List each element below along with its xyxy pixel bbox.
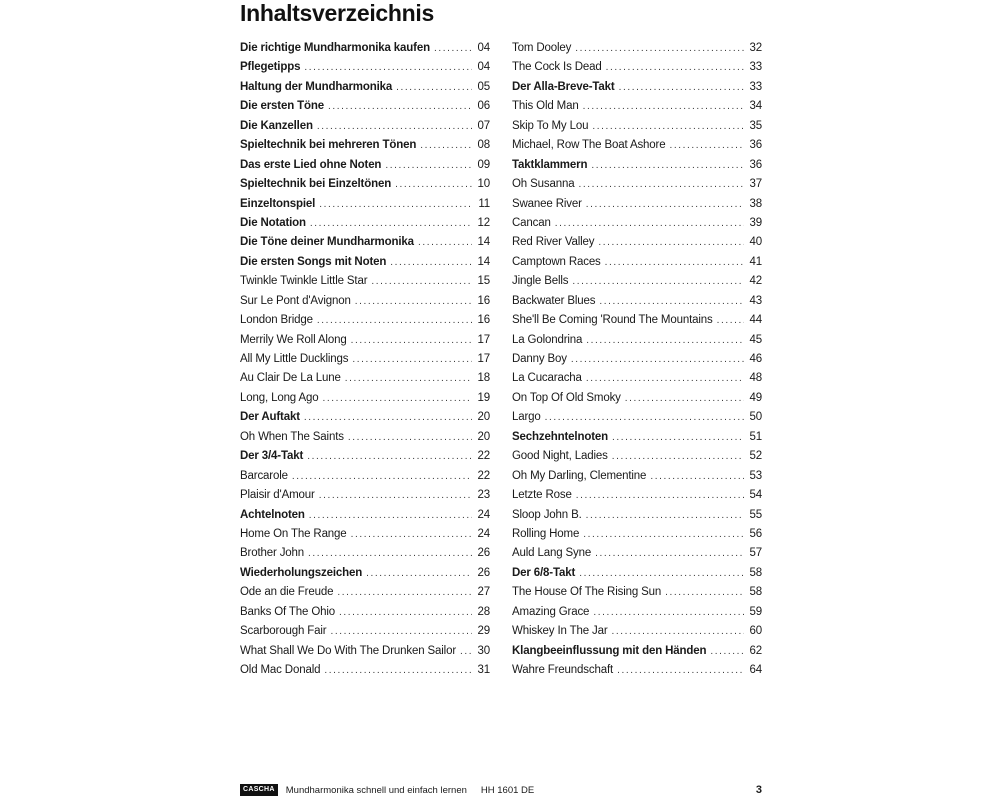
toc-song-entry [512,606,762,625]
toc-entry-page: 45 [749,333,762,346]
toc-entry-page: 42 [749,275,762,288]
toc-dot-leader [307,451,472,462]
toc-song-entry [512,528,762,547]
toc-entry-page: 34 [749,100,762,113]
toc-entry-title: La Golondrina [512,333,583,346]
toc-entry-title: London Bridge [240,314,313,327]
toc-song-entry [512,100,762,119]
toc-entry-page: 15 [477,275,490,288]
toc-dot-leader [625,393,744,404]
toc-entry-title: What Shall We Do With The Drunken Sailor [240,644,456,657]
toc-entry-page: 43 [749,294,762,307]
toc-dot-leader [617,665,744,676]
toc-entry-page: 33 [749,61,762,74]
toc-entry-page: 27 [477,586,490,599]
toc-section-entry [512,431,762,450]
toc-song-entry [240,664,490,683]
toc-entry-title: Oh When The Saints [240,430,344,443]
toc-dot-leader [390,257,472,268]
toc-entry-title: Die Kanzellen [240,119,313,132]
toc-entry-title: Sloop John B. [512,508,582,521]
toc-entry-page: 20 [477,411,490,424]
toc-dot-leader [355,296,472,307]
footer-product-code: HH 1601 DE [480,784,535,796]
toc-dot-leader [579,568,744,579]
toc-entry-title: Ode an die Freude [240,586,334,599]
toc-entry-title: Auld Lang Syne [512,547,592,560]
toc-section-entry [240,509,490,528]
toc-entry-title: Der 6/8-Takt [512,566,576,579]
toc-entry-title: Camptown Races [512,255,601,268]
toc-song-entry [512,295,762,314]
toc-dot-leader [578,179,744,190]
toc-entry-page: 53 [749,469,762,482]
toc-entry-title: Brother John [240,547,305,560]
toc-dot-leader [650,471,744,482]
toc-section-entry [240,256,490,275]
toc-entry-title: Au Clair De La Lune [240,372,341,385]
toc-song-entry [240,470,490,489]
toc-entry-page: 23 [477,489,490,502]
toc-song-entry [240,392,490,411]
toc-dot-leader [586,373,744,384]
toc-dot-leader [583,101,744,112]
toc-entry-title: Old Mac Donald [240,664,321,676]
toc-song-entry [240,295,490,314]
toc-song-entry [512,334,762,353]
toc-entry-title: Merrily We Roll Along [240,333,347,346]
toc-song-entry [512,625,762,644]
toc-entry-page: 17 [477,333,490,346]
toc-entry-page: 56 [749,527,762,540]
toc-entry-title: Die Töne deiner Mundharmonika [240,236,414,249]
toc-dot-leader [324,665,472,676]
toc-entry-title: Barcarole [240,469,288,482]
toc-entry-page: 32 [749,42,762,54]
toc-entry-page: 30 [477,644,490,657]
toc-entry-title: Banks Of The Ohio [240,605,336,618]
toc-entry-page: 59 [749,605,762,618]
toc-song-entry [512,198,762,217]
toc-entry-page: 16 [477,314,490,327]
toc-entry-page: 22 [477,469,490,482]
toc-section-entry [240,236,490,255]
toc-entry-page: 49 [749,391,762,404]
toc-entry-page: 46 [749,353,762,365]
toc-dot-leader [583,529,744,540]
toc-section-entry [240,61,490,80]
toc-song-entry [512,411,762,430]
toc-entry-page: 17 [477,353,490,365]
toc-song-entry [240,353,490,372]
toc-dot-leader [310,218,472,229]
toc-dot-leader [322,393,472,404]
toc-entry-title: Whiskey In The Jar [512,625,608,638]
toc-song-entry [512,664,762,683]
toc-song-entry [240,372,490,391]
toc-entry-page: 60 [749,625,762,638]
toc-entry-page: 54 [749,489,762,502]
toc-entry-title: Oh Susanna [512,178,575,191]
toc-dot-leader [460,646,472,657]
toc-entry-title: Cancan [512,216,551,229]
toc-entry-title: Long, Long Ago [240,391,319,404]
toc-dot-leader [545,412,744,423]
toc-entry-title: Michael, Row The Boat Ashore [512,139,666,152]
toc-entry-page: 07 [477,119,490,132]
toc-song-entry [512,139,762,158]
toc-section-entry [240,159,490,178]
toc-dot-leader [665,587,744,598]
footer-book-title: Mundharmonika schnell und einfach lernen [285,784,467,796]
toc-dot-leader [371,276,472,287]
toc-song-entry [512,314,762,333]
toc-entry-title: Die richtige Mundharmonika kaufen [240,42,430,54]
toc-entry-page: 51 [749,430,762,443]
toc-entry-title: Scarborough Fair [240,625,327,638]
toc-song-entry [512,275,762,294]
toc-column-left [240,42,490,683]
toc-dot-leader [592,121,744,132]
toc-dot-leader [330,626,472,637]
toc-entry-page: 14 [477,255,490,268]
toc-entry-title: Spieltechnik bei mehreren Tönen [240,139,417,152]
toc-song-entry [512,392,762,411]
toc-entry-title: Wahre Freundschaft [512,664,614,676]
toc-song-entry [240,275,490,294]
toc-song-entry [240,547,490,566]
toc-entry-title: Home On The Range [240,527,347,540]
toc-entry-title: Der 3/4-Takt [240,450,304,463]
toc-entry-page: 35 [749,119,762,132]
toc-song-entry [240,431,490,450]
toc-entry-title: All My Little Ducklings [240,353,349,365]
toc-dot-leader [292,471,472,482]
toc-entry-title: Rolling Home [512,527,580,540]
toc-song-entry [512,586,762,605]
toc-entry-page: 14 [477,236,490,249]
toc-entry-page: 62 [749,644,762,657]
toc-song-entry [512,547,762,566]
toc-entry-title: Taktklammern [512,158,588,171]
toc-section-entry [512,81,762,100]
toc-entry-page: 09 [477,158,490,171]
toc-entry-page: 55 [749,508,762,521]
toc-song-entry [240,334,490,353]
toc-dot-leader [309,510,472,521]
toc-entry-title: On Top Of Old Smoky [512,391,621,404]
toc-dot-leader [304,62,472,73]
toc-entry-page: 04 [477,61,490,74]
toc-song-entry [512,61,762,80]
toc-entry-title: Backwater Blues [512,294,596,307]
toc-entry-page: 20 [477,430,490,443]
toc-entry-page: 57 [749,547,762,560]
toc-song-entry [512,120,762,139]
toc-dot-leader [612,451,744,462]
toc-entry-title: Jingle Bells [512,275,569,288]
toc-dot-leader [612,626,744,637]
toc-entry-page: 28 [477,605,490,618]
toc-entry-title: Achtelnoten [240,508,305,521]
toc-entry-page: 41 [749,255,762,268]
toc-dot-leader [575,43,744,54]
toc-entry-title: Sur Le Pont d'Avignon [240,294,351,307]
toc-dot-leader [586,199,744,210]
toc-entry-title: Oh My Darling, Clementine [512,469,647,482]
toc-dot-leader [619,82,744,93]
toc-dot-leader [317,121,472,132]
toc-dot-leader [572,276,744,287]
toc-entry-title: Twinkle Twinkle Little Star [240,275,368,288]
page-title: Inhaltsverzeichnis [240,0,435,26]
toc-section-entry [240,411,490,430]
toc-entry-title: Plaisir d'Amour [240,489,315,502]
toc-dot-leader [591,160,744,171]
toc-dot-leader [304,412,472,423]
toc-entry-page: 19 [477,391,490,404]
toc-dot-leader [352,354,472,365]
toc-section-entry [512,567,762,586]
toc-entry-page: 44 [749,314,762,327]
toc-entry-title: Die Notation [240,216,306,229]
toc-entry-page: 38 [749,197,762,210]
toc-entry-title: Klangbeeinflussung mit den Händen [512,644,707,657]
toc-entry-title: This Old Man [512,100,579,113]
toc-entry-title: Largo [512,411,541,424]
toc-dot-leader [598,237,744,248]
toc-entry-page: 50 [749,411,762,424]
toc-section-entry [240,42,490,61]
toc-dot-leader [710,646,744,657]
toc-dot-leader [606,62,744,73]
toc-entry-page: 36 [749,139,762,152]
toc-dot-leader [586,335,744,346]
toc-entry-page: 10 [477,178,490,191]
toc-dot-leader [339,607,472,618]
toc-dot-leader [308,548,472,559]
toc-dot-leader [396,82,472,93]
toc-entry-title: Skip To My Lou [512,119,589,132]
toc-entry-page: 33 [749,80,762,93]
toc-dot-leader [317,315,472,326]
toc-entry-title: Wiederholungszeichen [240,566,363,579]
toc-entry-page: 06 [477,100,490,113]
toc-dot-leader [612,432,744,443]
toc-dot-leader [593,607,744,618]
toc-dot-leader [555,218,744,229]
toc-section-entry [240,139,490,158]
toc-section-entry [240,450,490,469]
toc-entry-title: Good Night, Ladies [512,450,608,463]
toc-entry-title: Die ersten Töne [240,100,325,113]
toc-entry-page: 24 [477,508,490,521]
toc-entry-title: She'll Be Coming 'Round The Mountains [512,314,713,327]
toc-entry-title: Swanee River [512,197,582,210]
toc-dot-leader [395,179,472,190]
toc-dot-leader [599,296,744,307]
toc-song-entry [512,178,762,197]
toc-entry-page: 04 [477,42,490,54]
toc-dot-leader [595,548,744,559]
toc-entry-title: Sechzehntelnoten [512,430,609,443]
toc-dot-leader [351,529,472,540]
toc-song-entry [240,645,490,664]
toc-entry-title: Amazing Grace [512,605,590,618]
toc-section-entry [512,645,762,664]
toc-song-entry [512,489,762,508]
toc-entry-page: 26 [477,547,490,560]
toc-entry-title: The Cock Is Dead [512,61,602,74]
toc-entry-title: Spieltechnik bei Einzeltönen [240,178,392,191]
toc-entry-page: 64 [749,664,762,676]
toc-song-entry [240,625,490,644]
toc-dot-leader [345,373,472,384]
toc-entry-page: 58 [749,586,762,599]
toc-dot-leader [420,140,472,151]
toc-dot-leader [348,432,472,443]
toc-entry-page: 58 [749,566,762,579]
toc-entry-page: 26 [477,566,490,579]
toc-song-entry [512,236,762,255]
toc-song-entry [512,256,762,275]
toc-entry-title: Die ersten Songs mit Noten [240,255,387,268]
toc-entry-title: Das erste Lied ohne Noten [240,158,382,171]
toc-entry-title: Der Auftakt [240,411,300,424]
toc-entry-page: 16 [477,294,490,307]
toc-entry-page: 39 [749,216,762,229]
toc-song-entry [512,42,762,61]
toc-entry-title: Letzte Rose [512,489,572,502]
toc-entry-title: The House Of The Rising Sun [512,586,662,599]
toc-dot-leader [385,160,472,171]
toc-entry-page: 37 [749,178,762,191]
toc-entry-page: 48 [749,372,762,385]
toc-dot-leader [328,101,472,112]
toc-entry-page: 36 [749,158,762,171]
toc-dot-leader [571,354,744,365]
toc-entry-page: 18 [477,372,490,385]
toc-song-entry [512,470,762,489]
toc-entry-title: Haltung der Mundharmonika [240,80,393,93]
toc-dot-leader [669,140,744,151]
publisher-logo: CASCHA [240,784,278,796]
toc-entry-title: Danny Boy [512,353,567,365]
toc-entry-title: Pflegetipps [240,61,301,74]
toc-song-entry [512,450,762,469]
toc-song-entry [512,509,762,528]
toc-entry-page: 31 [477,664,490,676]
toc-section-entry [240,198,490,217]
page-footer [240,783,762,797]
toc-song-entry [240,606,490,625]
toc-entry-title: Einzeltonspiel [240,197,316,210]
toc-dot-leader [418,237,472,248]
toc-dot-leader [319,490,472,501]
toc-entry-page: 29 [477,625,490,638]
page-number: 3 [755,784,762,796]
toc-dot-leader [337,587,472,598]
toc-dot-leader [605,257,744,268]
toc-column-right [512,42,762,683]
toc-song-entry [512,372,762,391]
toc-dot-leader [576,490,744,501]
toc-section-entry [240,217,490,236]
toc-entry-page: 24 [477,527,490,540]
toc-song-entry [240,314,490,333]
toc-entry-page: 05 [477,80,490,93]
toc-section-entry [240,567,490,586]
toc-entry-page: 11 [478,197,490,210]
toc-dot-leader [366,568,472,579]
toc-entry-page: 52 [749,450,762,463]
toc-section-entry [240,178,490,197]
toc-song-entry [512,353,762,372]
toc-entry-page: 40 [749,236,762,249]
toc-song-entry [240,528,490,547]
toc-section-entry [240,120,490,139]
toc-section-entry [240,100,490,119]
toc-section-entry [240,81,490,100]
toc-entry-title: Der Alla-Breve-Takt [512,80,615,93]
toc-dot-leader [586,510,744,521]
toc-dot-leader [434,43,472,54]
toc-dot-leader [351,335,472,346]
toc-entry-page: 08 [477,139,490,152]
toc-entry-page: 12 [477,216,490,229]
toc-section-entry [512,159,762,178]
toc-entry-title: La Cucaracha [512,372,582,385]
toc-dot-leader [717,315,744,326]
toc-dot-leader [319,199,472,210]
toc-song-entry [240,489,490,508]
toc-entry-title: Red River Valley [512,236,595,249]
toc-song-entry [240,586,490,605]
toc-song-entry [512,217,762,236]
toc-entry-title: Tom Dooley [512,42,572,54]
toc-entry-page: 22 [477,450,490,463]
